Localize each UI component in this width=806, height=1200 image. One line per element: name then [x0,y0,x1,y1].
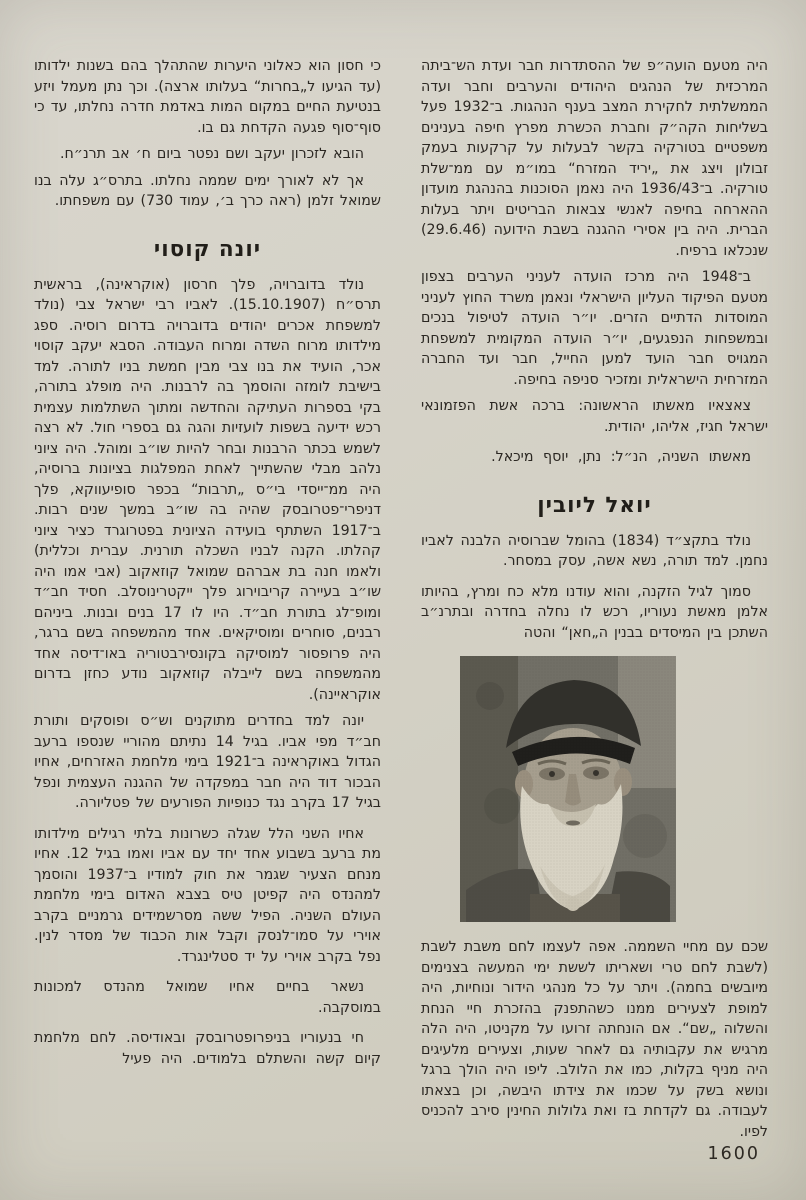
paragraph: אך לא לאורך ימים שממה נחלתו. בתרס״ג עלה בנו שמואל זלמן (ראה כרך ב׳, עמוד 730) עם משפחתו. [34,172,381,209]
paragraph: צאצאיו מאשתו הראשונה: ברכה אשת הפזמונאי ישראל חגיז, אליהו, יהודית. [421,398,768,435]
paragraph: חי בנעוריו בניפרופטרובסק ובאודיסה. לחם מלחמת קיום קשה והשתלם בלמודים. היה פעיל [34,1030,381,1067]
paragraph: נשאר בחיים אחיו שמואל מהנדס למכונות במוסקבה. [34,979,381,1016]
portrait-photo [460,656,676,922]
paragraph: יונה למד בחדרים מתוקנים וש״ס ופוסקים ותורת חב״ד מפי אביו. בגיל 14 נתיתם מהוריי שנספו ברעב הגדול באוקראינה ב־1921 בימי מלחמת האזרחים, אחיו הבכור דוד היה חבר במפקדה של ההגנה העצמית ונפל בגיל 17 בקרב נגד כנופיות הפורעים של פטליורה. [34,713,381,811]
paragraph: נולד בדוברויה, פלך חרסון (אוקראינה), בראשית תרס״ח (15.10.1907). לאביו רבי ישראל צבי (נולד למשפחת אכרים יהודים בדוברויה בדרום רוסיה. ספג מילדותו מרוח השדה ומרוח העבודה. הסבא יעקב קוסוי אכר, הועיד את בנו צבי מבין חמשת בניו לתורה. למד בישיבת לומזה והוסמך בה לרבנות. היה מופלג בתורה, בקי בספרות העתיקה והחדשה ומתוך השתלמות עצמית רכש ידיעה בשפות לועזיות והגה גם בספרי חול. לא רצה לשמש בכתר הרבנות ובחר להיות שו״ב ומוהל. היה ציוני נלהב מבלי שהשתייך לאחת המפלגות בציונות ברוסיה, היה ממ־ייסדי בי״ס „תרבות“ בכפר סופיעווקא, פלך דניפרי־פטרובסק שהיה בה שו״ב במשך שנים רבות. ב־1917 השתתף בועידה הציונית בפטרוגרד כציר ציוני קהלתו. הקנה לבניו השכלה תורנית. עברית וכללית) ולאמו חנה בת אברהם שמואל קוזאקוב (אבי אמו היה שו״ב בעיירה קריבוירוג פלך ייקטרינוסלב. חסיד חב״ד ומופ־לג בתורת חב״ד. היו לו 17 בנים ובנות. ביניהם רבנים, סוחרים ומוסיקאים. אחד מהמשפחה בשם ברגר, היה פרופסור למוסיקה בקונסירבטוריה באו־דיסה אחד מהמשפחה בשם לייבלה קוזאקוב נודע כחזן בדרום אוקראיינה). [34,276,382,703]
paragraph: ב־1948 היה מרכז הועדה לעניני הערבים בצפון מטעם הפיקוד העליון הישראלי ונאמן משרד החוץ לעניני המוסדות הדתיים הזרים. יו״ר הועדה לטיפול בנכים ובמשפחות הנפגעים, יו״ר הועדה המקומית למשפחת המגויס חבר הועד למען החייל, חבר ועד החברה המזרחית הישראלית ומזכיר סניפה בחיפה. [421,269,768,388]
portrait-photo-image [460,656,676,922]
paragraph: מאשתו השניה, הנ״ל: נתן, יוסף מיכאל. [491,449,751,465]
paragraph: סמוך לגיל הזקנה, והוא עודנו מלא כח ומרץ, בהיותו אלמן מאשת נעוריו, רכש לו נחלה בחדרה ובתרנ״ב השתכן בין המיסדים בבנין ה„חאן“ והטה [421,583,768,641]
paragraph: אחיו השני הלל שגלה כשרונות בלתי רגילים מילדותו מת ברעב בשבוע אחד יחד עם אביו ואמו בגיל 12. אחיו מנחם הצעיר שגמר את חוק למודיו ב־1937 והוסמך למהנדס היה קפיטן טיס בצבא האדום בימי מלחמת העולם השניה. הפיל ששה מסרשמידים גרמניים בקרב אוירי על סמו־לנסק וקבל אות הכבוד של מסדר לנין. נפל בקרב אוירי על יד סטלינגרד. [34,825,382,965]
paragraph: שכם עם מחיי השממה. אפה לעצמו לחם משבת לשבת (לשבת לחם טרי ושאריתו לששת ימי המעשה בצנימים מיובשים בחמה). ויתר על כל מנהגי הידור ונוחיות, היה למופת לצעירים ממנו כשהתפנק בהזכרת חיי הנחת והשלוה „שם“. אם הונחתה זרועו על מקניטו, היה הלה מרגיש את עקבותיה גם לאחר שעות, וצעירים מלעיגים היה מניף בקלות, כמו את הלולב. ליפו היה הולך ברגל ונושא בשק על שכמו את צידתו היבשה, וכן בצאתו לעבודה. גם לקדחת בז ואת גלולות החינין סירב להכניס לפיו. [421,939,768,1140]
article-title-yoel-lyubin: יואל ליובין [537,492,652,518]
article-title-yona-kosoy: יונה קוסוי [153,236,262,262]
column-left [34,56,381,1075]
paragraph: הובא לזכרון יעקב ושם נפטר ביום ח׳ אב תרנ״ח. [60,146,364,162]
paragraph: היה מטעם הועה״פ של ההסתדרות חבר ועדת הש־ביתה המרכזית של הנהגים היהודים והערבים וחבר ועדה הממשלתית לחקירת המצב בענף הנהגות. ב־1932 פעל בשליחות הקה״ק וחברת הכשרת מפרץ חיפה בענינים משפטיים בטורקיה בקשר לבעלות על קרקעות בעמק זבולון ויצג את „יריד המזרח“ במו״מ עם ממ־שלת טורקיה. ב־1936/43 היה נאמן הסוכנות בהנהגת מועדון ההארחה בחיפה לאנשי צבאות הבריטים ויתר בעלות הברית. היה בין אסירי ההגנה בשבת הידועה (29.6.46) שנכלאו ברפיח. [421,58,768,259]
page-number: 1600 [707,1144,760,1164]
paragraph: נולד בתקצ״ד (1834) בהומל שברוסיה הלבנה לאביו נחמן. למד תורה, נשא אשה, עסק במסחר. [421,532,768,569]
column-right [421,56,768,1148]
paragraph: כי חסון הוא כאלוני היערות שהתהלך בהם בשנות ילדותו (עד הגיעו ל„בחרות“ בעלותו ארצה). וכך נתן מעמל ויזע בנטיעת החיים במקום המות באדמת חדרה נחלתו, עד כי סוף־סוף פגעה הקדחת גם בו. [34,58,381,136]
